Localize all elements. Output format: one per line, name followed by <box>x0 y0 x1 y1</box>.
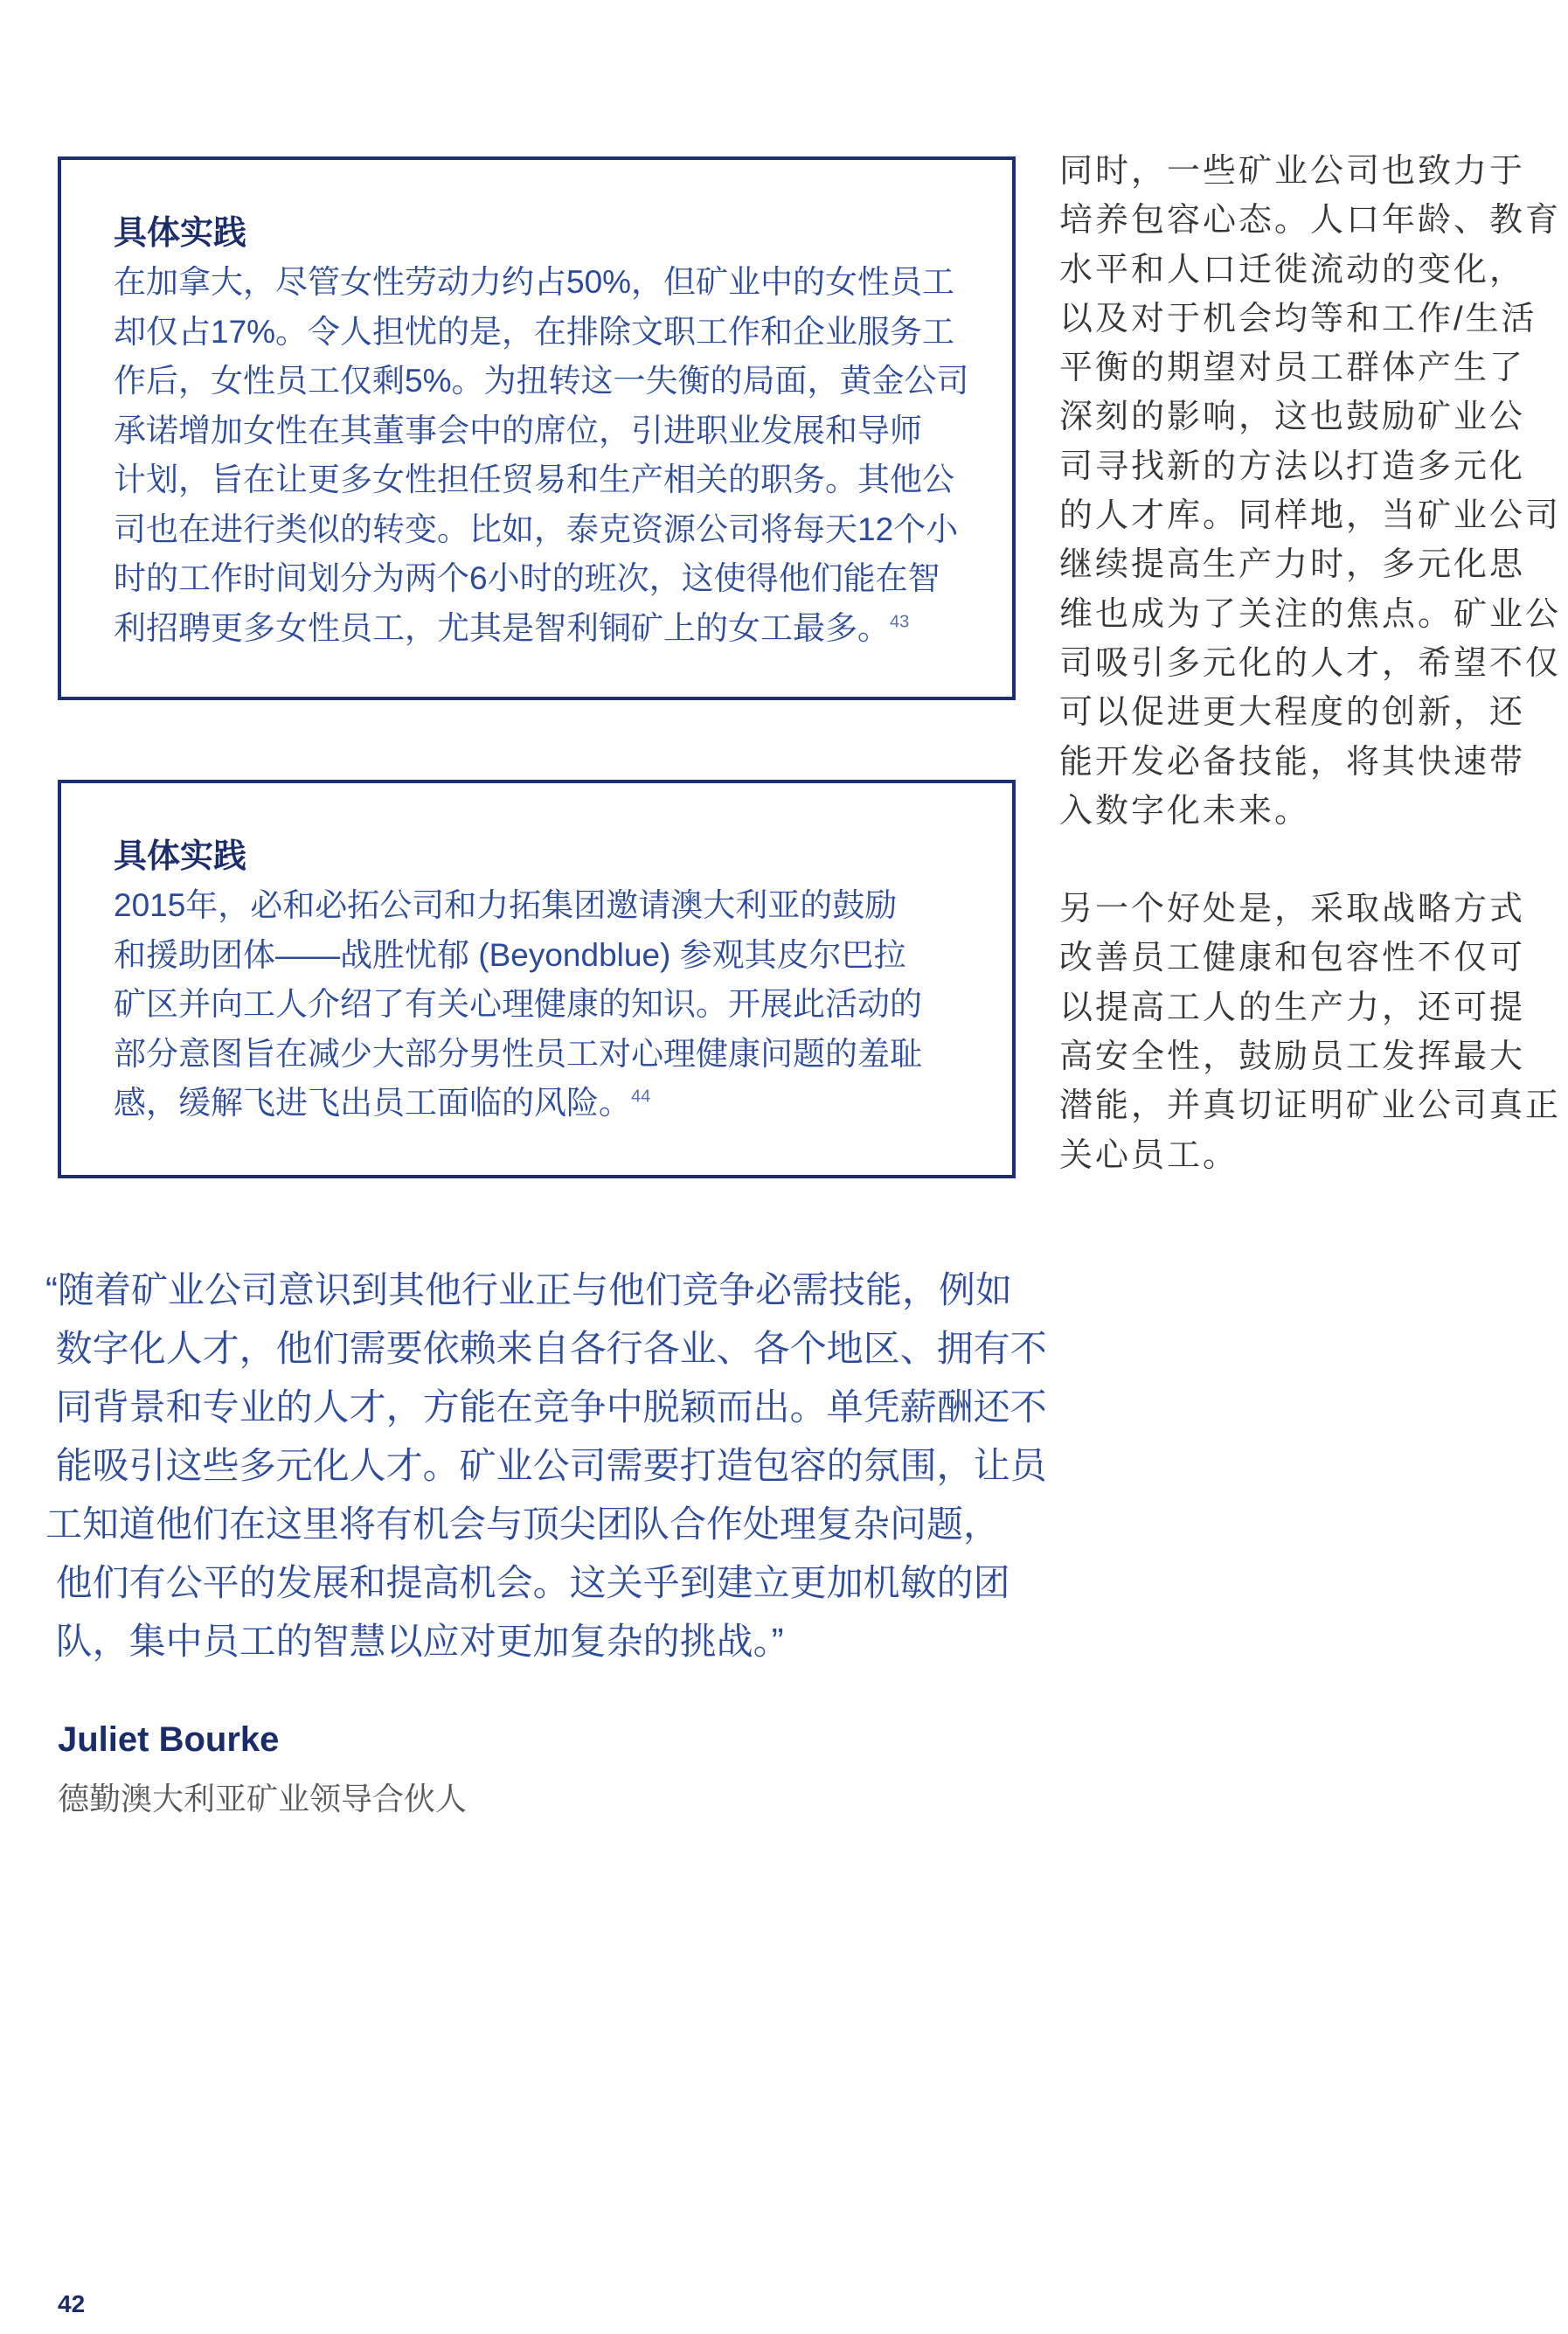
text-line: 他们有公平的发展和提高机会。这关乎到建立更加机敏的团 <box>45 1562 1010 1603</box>
footnote-ref: 43 <box>890 612 910 632</box>
text-line: 的人才库。同样地，当矿业公司 <box>1059 497 1562 535</box>
text-line: 2015年，必和必拓公司和力拓集团邀请澳大利亚的鼓励 <box>114 887 898 923</box>
text-line: 关心员工。 <box>1059 1136 1239 1174</box>
paragraph-2 <box>1059 885 1561 1180</box>
text-line: 在加拿大，尽管女性劳动力约占50%，但矿业中的女性员工 <box>114 264 955 300</box>
text-line <box>114 604 968 654</box>
text-line-content: 感，缓解飞进飞出员工面临的风险。 <box>114 1085 631 1121</box>
text-line: 能吸引这些多元化人才。矿业公司需要打造包容的氛围，让员 <box>45 1445 1047 1486</box>
text-line: 培养包容心态。人口年龄、教育 <box>1059 202 1562 240</box>
text-line: 作后，女性员工仅剩5%。为扭转这一失衡的局面，黄金公司 <box>114 363 969 399</box>
text-line: 改善员工健康和包容性不仅可 <box>1059 940 1526 977</box>
text-line: 以提高工人的生产力，还可提 <box>1059 989 1526 1026</box>
text-line <box>114 1079 922 1129</box>
text-line: 却仅占17%。令人担忧的是，在排除文职工作和企业服务工 <box>114 313 955 350</box>
text-line: 同背景和专业的人才，方能在竞争中脱颖而出。单凭薪酬还不 <box>45 1386 1047 1427</box>
text-line: 另一个好处是，采取战略方式 <box>1059 891 1526 928</box>
box-title: 具体实践 <box>114 215 247 252</box>
case-study-box-women <box>58 156 1016 700</box>
pull-quote <box>45 1261 1047 1671</box>
box-body <box>114 258 968 653</box>
box-body <box>114 881 922 1129</box>
page-number: 42 <box>58 2290 86 2317</box>
text-line: 能开发必备技能，将其快速带 <box>1059 743 1526 781</box>
text-line: 承诺增加女性在其董事会中的席位，引进职业发展和导师 <box>114 412 922 448</box>
text-line: 维也成为了关注的焦点。矿业公 <box>1059 595 1562 633</box>
text-line: 工知道他们在这里将有机会与顶尖团队合作处理复杂问题， <box>45 1504 1001 1545</box>
text-line: 以及对于机会均等和工作/生活 <box>1059 300 1537 337</box>
text-line: 可以促进更大程度的创新，还 <box>1059 694 1526 732</box>
text-line: 继续提高生产力时，多元化思 <box>1059 546 1526 584</box>
quote-author-role: 德勤澳大利亚矿业领导合伙人 <box>58 1781 468 1816</box>
box-title: 具体实践 <box>114 838 247 875</box>
text-line: 数字化人才，他们需要依赖来自各行各业、各个地区、拥有不 <box>45 1328 1047 1369</box>
text-line: 入数字化未来。 <box>1059 792 1311 830</box>
text-line: 司也在进行类似的转变。比如，泰克资源公司将每天12个小 <box>114 511 959 547</box>
footnote-ref: 44 <box>631 1087 651 1107</box>
text-line: 司吸引多元化的人才，希望不仅 <box>1059 644 1562 682</box>
right-column-text <box>1059 147 1561 1229</box>
text-line: 矿区并向工人介绍了有关心理健康的知识。开展此活动的 <box>114 986 922 1022</box>
text-line: 计划，旨在让更多女性担任贸易和生产相关的职务。其他公 <box>114 462 954 497</box>
case-study-box-mental-health <box>58 780 1016 1178</box>
text-line-content: 利招聘更多女性员工，尤其是智利铜矿上的女工最多。 <box>114 609 890 646</box>
text-line: 深刻的影响，这也鼓励矿业公 <box>1059 399 1526 436</box>
text-line: 同时，一些矿业公司也致力于 <box>1059 153 1526 190</box>
text-line: 和援助团体——战胜忧郁 (Beyondblue) 参观其皮尔巴拉 <box>114 936 906 973</box>
text-line: 平衡的期望对员工群体产生了 <box>1059 350 1526 387</box>
paragraph-1 <box>1059 147 1561 836</box>
text-line: 司寻找新的方法以打造多元化 <box>1059 448 1526 485</box>
text-line: 队，集中员工的智慧以应对更加复杂的挑战。” <box>45 1621 784 1662</box>
text-line: 部分意图旨在减少大部分男性员工对心理健康问题的羞耻 <box>114 1035 922 1072</box>
text-line: 时的工作时间划分为两个6小时的班次，这使得他们能在智 <box>114 560 940 596</box>
quote-author: Juliet Bourke <box>58 1720 280 1759</box>
text-line: “随着矿业公司意识到其他行业正与他们竞争必需技能，例如 <box>45 1269 1012 1310</box>
text-line: 潜能，并真切证明矿业公司真正 <box>1059 1087 1562 1125</box>
text-line: 水平和人口迁徙流动的变化， <box>1059 251 1526 288</box>
text-line: 高安全性，鼓励员工发挥最大 <box>1059 1038 1526 1076</box>
